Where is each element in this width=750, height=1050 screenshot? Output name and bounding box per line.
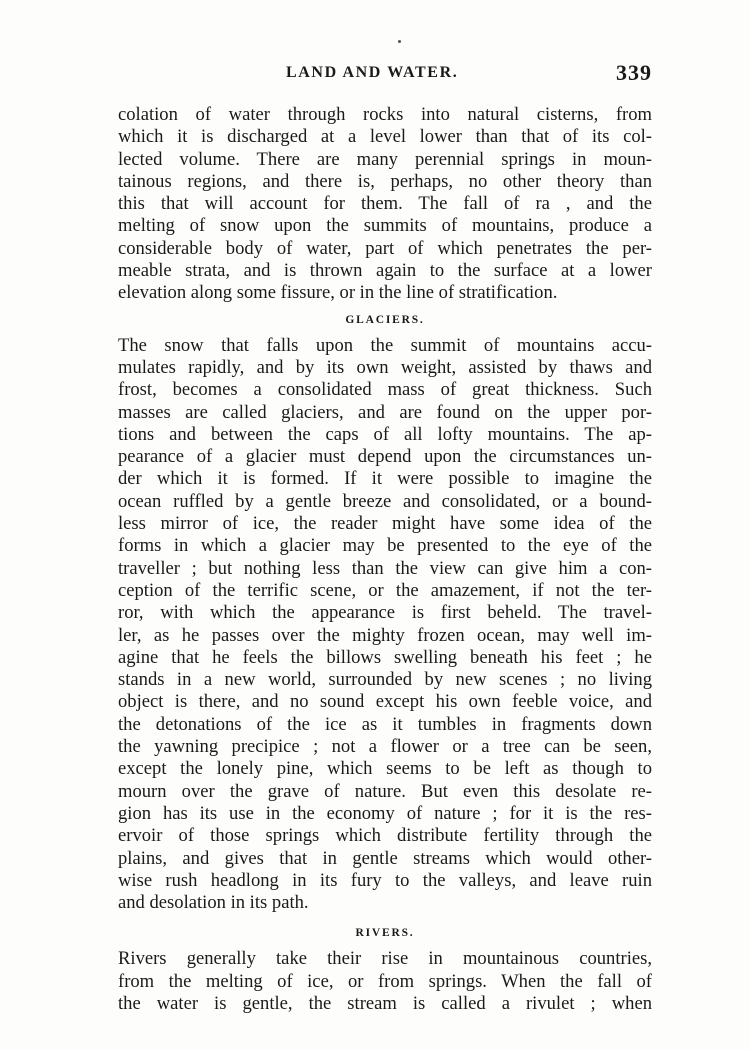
text-line: ler, as he passes over the mighty frozen ocean, may well im- [118,624,652,646]
text-line: tainous regions, and there is, perhaps, no other theory than [118,170,652,192]
text-line: masses are called glaciers, and are found on the upper por- [118,401,652,423]
text-line: Rivers generally take their rise in mountainous countries, [118,948,652,970]
text-line: ocean ruffled by a gentle breeze and consolidated, or a bound- [118,490,652,512]
text-line: forms in which a glacier may be presented to the eye of the [118,535,652,557]
text-line: this that will account for them. The fall of ra , and the [118,193,652,215]
section-heading: GLACIERS. [345,313,425,326]
text-line: the yawning precipice ; not a flower or a tree can be seen, [118,736,652,758]
text-line: elevation along some fissure, or in the line of stratification. [118,282,558,304]
text-line: ception of the terrific scene, or the amazement, if not the ter- [118,579,652,601]
text-line: which it is discharged at a level lower than that of its col- [118,126,652,148]
text-line: der which it is formed. If it were possible to imagine the [118,468,652,490]
text-line: except the lonely pine, which seems to be left as though to [118,758,652,780]
text-line: object is there, and no sound except his own feeble voice, and [118,691,652,713]
text-line: gion has its use in the economy of nature ; for it is the res- [118,802,652,824]
text-line: ror, with which the appearance is first beheld. The travel- [118,602,652,624]
text-line: lected volume. There are many perennial springs in moun- [118,148,652,170]
text-line: mulates rapidly, and by its own weight, assisted by thaws and [118,356,652,378]
text-line: tions and between the caps of all lofty mountains. The ap- [118,423,652,445]
text-line: agine that he feels the billows swelling beneath his feet ; he [118,646,652,668]
page-body [118,104,652,1015]
text-line: the water is gentle, the stream is called a rivulet ; when [118,992,652,1014]
text-line: pearance of a glacier must depend upon the circumstances un- [118,446,652,468]
text-line: frost, becomes a consolidated mass of great thickness. Such [118,379,652,401]
section-heading: RIVERS. [355,927,415,940]
text-line: colation of water through rocks into natural cisterns, from [118,104,652,125]
page-number: 339 [616,60,652,85]
text-line: traveller ; but nothing less than the view can give him a con- [118,557,652,579]
text-line: and desolation in its path. [118,892,309,914]
text-line: wise rush headlong in its fury to the valleys, and leave ruin [118,869,652,891]
text-line: from the melting of ice, or from springs. When the fall of [118,970,652,992]
text-line: melting of snow upon the summits of mountains, produce a [118,215,652,237]
text-line: less mirror of ice, the reader might have some idea of the [118,513,652,535]
text-line: meable strata, and is thrown again to the surface at a lower [118,260,652,282]
text-line: considerable body of water, part of which penetrates the per- [118,237,652,259]
page-header [118,60,652,90]
running-head: LAND AND WATER. [286,64,459,81]
text-line: stands in a new world, surrounded by new scenes ; no living [118,669,652,691]
ink-speck [398,40,401,43]
text-line: mourn over the grave of nature. But even this desolate re- [118,780,652,802]
text-line: the detonations of the ice as it tumbles in fragments down [118,713,652,735]
text-line: ervoir of those springs which distribute fertility through the [118,825,652,847]
text-line: plains, and gives that in gentle streams which would other- [118,847,652,869]
text-line: The snow that falls upon the summit of mountains accu- [118,334,652,356]
